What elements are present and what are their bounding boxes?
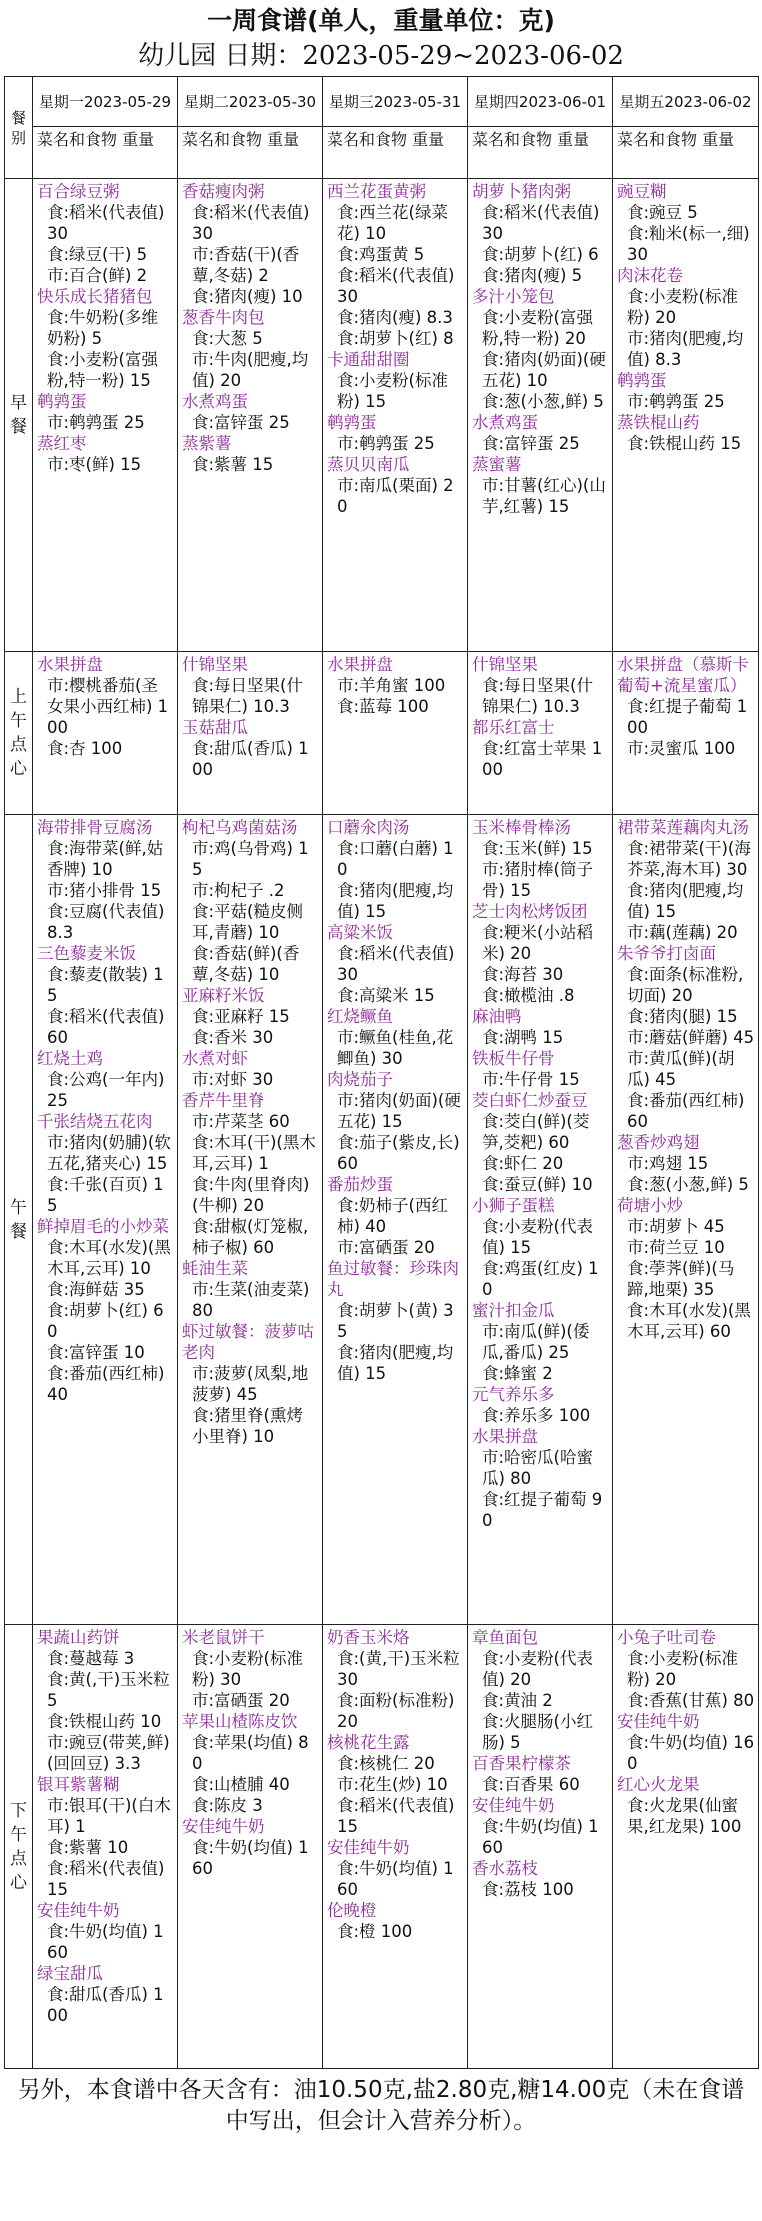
food-item: 食:蔓越莓 3 bbox=[47, 1649, 135, 1668]
dish-name: 水果拼盘（慕斯卡葡萄+流星蜜瓜） bbox=[617, 655, 749, 695]
dish-name: 安佳纯牛奶 bbox=[617, 1712, 700, 1731]
food-item: 市:猪肉(奶脯)(软五花,猪夹心) 15 bbox=[47, 1133, 171, 1173]
food-item: 食:稻米(代表值) 30 bbox=[337, 944, 455, 984]
dish-name: 香水荔枝 bbox=[472, 1859, 538, 1878]
food-item: 食:胡萝卜(黄) 35 bbox=[337, 1301, 454, 1341]
dish-name: 红烧土鸡 bbox=[37, 1049, 103, 1068]
food-item: 食:玉米(鲜) 15 bbox=[482, 839, 593, 858]
dish-name: 香菇瘦肉粥 bbox=[182, 182, 265, 201]
dish-name: 红心火龙果 bbox=[617, 1775, 700, 1794]
food-item: 食:葱(小葱,鲜) 5 bbox=[627, 1175, 749, 1194]
meal-row-lunch bbox=[5, 815, 759, 1625]
day-meal-cell bbox=[468, 652, 613, 815]
food-item: 市:鹌鹑蛋 25 bbox=[627, 392, 725, 411]
food-item: 市:鸡翅 15 bbox=[627, 1154, 709, 1173]
day-meal-cell bbox=[613, 179, 759, 652]
food-item: 食:胡萝卜(红) 6 bbox=[482, 245, 599, 264]
food-item: 食:海苔 30 bbox=[482, 965, 564, 984]
food-item: 食:小麦粉(标准粉) 20 bbox=[627, 1649, 738, 1689]
dish-name: 核桃花生露 bbox=[327, 1733, 410, 1752]
food-item: 食:铁棍山药 15 bbox=[627, 434, 742, 453]
food-item: 市:荷兰豆 10 bbox=[627, 1238, 725, 1257]
food-item: 食:猪肉(肥瘦,均值) 15 bbox=[337, 1343, 454, 1383]
dish-name: 鹌鹑蛋 bbox=[617, 371, 667, 390]
dish-name: 鹌鹑蛋 bbox=[37, 392, 87, 411]
corner-cell bbox=[5, 77, 33, 179]
food-item: 市:生菜(油麦菜) 80 bbox=[192, 1280, 310, 1320]
dish-name: 葱香炒鸡翅 bbox=[617, 1133, 700, 1152]
food-item: 食:每日坚果(什锦果仁) 10.3 bbox=[482, 676, 593, 716]
dish-name: 奶香玉米烙 bbox=[327, 1628, 410, 1647]
food-item: 食:香蕉(甘蕉) 80 bbox=[627, 1691, 755, 1710]
food-item: 市:鸡(乌骨鸡) 15 bbox=[192, 839, 309, 879]
day-meal-cell bbox=[468, 1625, 613, 2069]
food-item: 食:高粱米 15 bbox=[337, 986, 435, 1005]
dish-name: 蒸铁棍山药 bbox=[617, 413, 700, 432]
dish-name: 口蘑氽肉汤 bbox=[327, 818, 410, 837]
weekly-menu-table bbox=[4, 76, 759, 2069]
meal-name-cell bbox=[5, 1625, 33, 2069]
meal-name-char: 早 bbox=[10, 393, 27, 413]
food-item: 市:哈密瓜(哈蜜瓜) 80 bbox=[482, 1448, 593, 1488]
food-item: 食:小麦粉(代表值) 20 bbox=[482, 1649, 593, 1689]
food-item: 市:胡萝卜 45 bbox=[627, 1217, 725, 1236]
food-item: 食:猪肉(瘦) 5 bbox=[482, 266, 583, 285]
day-meal-cell bbox=[33, 815, 178, 1625]
dish-name: 水果拼盘 bbox=[37, 655, 103, 674]
food-item: 食:橙 100 bbox=[337, 1922, 413, 1941]
corner-char: 别 bbox=[10, 128, 26, 147]
food-item: 市:羊角蜜 100 bbox=[337, 676, 446, 695]
dish-name: 西兰花蛋黄粥 bbox=[327, 182, 426, 201]
food-item: 食:百香果 60 bbox=[482, 1775, 580, 1794]
day-header-tue: 星期二2023-05-30 bbox=[178, 77, 323, 127]
food-item: 食:茄子(紫皮,长) 60 bbox=[337, 1133, 460, 1173]
food-item: 食:籼米(标一,细) 30 bbox=[627, 224, 750, 264]
dish-name: 快乐成长猪猪包 bbox=[37, 287, 153, 306]
food-item: 食:甜椒(灯笼椒,柿子椒) 60 bbox=[192, 1217, 309, 1257]
food-item: 食:粳米(小站稻米) 20 bbox=[482, 923, 593, 963]
dish-name: 蒸蜜薯 bbox=[472, 455, 522, 474]
food-item: 食:牛奶(均值) 160 bbox=[47, 1922, 164, 1962]
meal-name-char: 心 bbox=[10, 759, 27, 779]
food-item: 市:南瓜(鲜)(倭瓜,番瓜) 25 bbox=[482, 1322, 590, 1362]
dish-name: 海带排骨豆腐汤 bbox=[37, 818, 153, 837]
food-item: 食:黄(,干)玉米粒 5 bbox=[47, 1670, 170, 1710]
column-label-row bbox=[5, 127, 759, 179]
food-item: 市:鹌鹑蛋 25 bbox=[337, 434, 435, 453]
food-item: 市:富硒蛋 20 bbox=[337, 1238, 435, 1257]
dish-name: 百香果柠檬茶 bbox=[472, 1754, 571, 1773]
food-item: 市:豌豆(带荚,鲜)(回回豆) 3.3 bbox=[47, 1733, 170, 1773]
food-item: 市:对虾 30 bbox=[192, 1070, 274, 1089]
dish-name: 米老鼠饼干 bbox=[182, 1628, 265, 1647]
meal-name-char: 餐 bbox=[10, 417, 27, 437]
food-item: 市:富硒蛋 20 bbox=[192, 1691, 290, 1710]
day-header-fri: 星期五2023-06-02 bbox=[613, 77, 759, 127]
food-item: 食:稻米(代表值) 15 bbox=[337, 1796, 455, 1836]
meal-name-char: 点 bbox=[10, 1848, 27, 1869]
food-item: 食:红富士苹果 100 bbox=[482, 739, 603, 779]
food-item: 食:杏 100 bbox=[47, 739, 123, 758]
day-header-mon: 星期一2023-05-29 bbox=[33, 77, 178, 127]
food-item: 食:虾仁 20 bbox=[482, 1154, 564, 1173]
food-item: 市:牛肉(肥瘦,均值) 20 bbox=[192, 350, 309, 390]
day-meal-cell bbox=[468, 815, 613, 1625]
dish-name: 三色藜麦米饭 bbox=[37, 944, 136, 963]
food-item: 食:红提子葡萄 90 bbox=[482, 1490, 603, 1530]
food-item: 食:红提子葡萄 100 bbox=[627, 697, 748, 737]
meal-name-char: 午 bbox=[10, 711, 27, 731]
dish-name: 水煮鸡蛋 bbox=[182, 392, 248, 411]
dish-name: 安佳纯牛奶 bbox=[327, 1838, 410, 1857]
food-item: 食:香米 30 bbox=[192, 1028, 274, 1047]
dish-name: 都乐红富士 bbox=[472, 718, 555, 737]
dish-name: 绿宝甜瓜 bbox=[37, 1964, 103, 1983]
food-item: 食:稻米(代表值) 60 bbox=[47, 1007, 165, 1047]
food-item: 食:平菇(糙皮侧耳,青蘑) 10 bbox=[192, 902, 303, 942]
food-item: 市:芹菜茎 60 bbox=[192, 1112, 290, 1131]
dish-name: 水果拼盘 bbox=[472, 1427, 538, 1446]
food-item: 食:猪肉(肥瘦,均值) 15 bbox=[627, 881, 744, 921]
dish-name: 枸杞乌鸡菌菇汤 bbox=[182, 818, 298, 837]
dish-name: 蒸红枣 bbox=[37, 434, 87, 453]
dish-name: 肉烧茄子 bbox=[327, 1070, 393, 1089]
dish-name: 鹌鹑蛋 bbox=[327, 413, 377, 432]
dish-name: 果蔬山药饼 bbox=[37, 1628, 120, 1647]
dish-name: 元气养乐多 bbox=[472, 1385, 555, 1404]
food-item: 食:稻米(代表值) 30 bbox=[47, 203, 165, 243]
food-item: 市:猪肘棒(筒子骨) 15 bbox=[482, 860, 593, 900]
dish-name: 安佳纯牛奶 bbox=[37, 1901, 120, 1920]
food-item: 食:(黄,干)玉米粒 30 bbox=[337, 1649, 460, 1689]
food-item: 食:胡萝卜(红) 8 bbox=[337, 329, 454, 348]
food-item: 市:猪小排骨 15 bbox=[47, 881, 162, 900]
food-item: 食:小麦粉(代表值) 15 bbox=[482, 1217, 593, 1257]
dish-name: 小狮子蛋糕 bbox=[472, 1196, 555, 1215]
food-item: 食:香菇(鲜)(香蕈,冬菇) 10 bbox=[192, 944, 300, 984]
food-item: 市:黄瓜(鲜)(胡瓜) 45 bbox=[627, 1049, 735, 1089]
day-header-thu: 星期四2023-06-01 bbox=[468, 77, 613, 127]
meal-name-cell bbox=[5, 815, 33, 1625]
food-item: 市:藕(莲藕) 20 bbox=[627, 923, 738, 942]
food-item: 市:菠萝(凤梨,地菠萝) 45 bbox=[192, 1364, 309, 1404]
corner-char: 餐 bbox=[10, 108, 26, 127]
food-item: 食:甜瓜(香瓜) 100 bbox=[192, 739, 309, 779]
food-item: 食:海带菜(鲜,姑香牌) 10 bbox=[47, 839, 164, 879]
food-item: 食:木耳(干)(黑木耳,云耳) 1 bbox=[192, 1133, 316, 1173]
food-item: 食:黄油 2 bbox=[482, 1691, 553, 1710]
dish-name: 安佳纯牛奶 bbox=[182, 1817, 265, 1836]
food-item: 市:枣(鲜) 15 bbox=[47, 455, 142, 474]
day-meal-cell bbox=[33, 179, 178, 652]
food-item: 市:花生(炒) 10 bbox=[337, 1775, 448, 1794]
food-item: 食:面粉(标准粉) 20 bbox=[337, 1691, 455, 1731]
meal-row-morning-snack bbox=[5, 652, 759, 815]
dish-name: 豌豆糊 bbox=[617, 182, 667, 201]
food-item: 食:每日坚果(什锦果仁) 10.3 bbox=[192, 676, 303, 716]
day-meal-cell bbox=[178, 652, 323, 815]
footer-note: 另外，本食谱中各天含有：油10.50克,盐2.80克,糖14.00克（未在食谱中写出，但会计入营养分析）。 bbox=[17, 2077, 745, 2134]
food-item: 食:甜瓜(香瓜) 100 bbox=[47, 1985, 164, 2025]
meal-name-char: 上 bbox=[10, 687, 27, 707]
day-header-wed: 星期三2023-05-31 bbox=[323, 77, 468, 127]
dish-name: 卡通甜甜圈 bbox=[327, 350, 410, 369]
day-meal-cell bbox=[178, 815, 323, 1625]
food-item: 食:蚕豆(鲜) 10 bbox=[482, 1175, 593, 1194]
food-item: 食:绿豆(干) 5 bbox=[47, 245, 148, 264]
food-item: 食:苹果(均值) 80 bbox=[192, 1733, 309, 1773]
day-meal-cell bbox=[468, 179, 613, 652]
food-item: 食:陈皮 3 bbox=[192, 1796, 263, 1815]
food-item: 食:豌豆 5 bbox=[627, 203, 698, 222]
dish-name: 葱香牛肉包 bbox=[182, 308, 265, 327]
day-meal-cell bbox=[323, 179, 468, 652]
dish-name: 芝士肉松烤饭团 bbox=[472, 902, 588, 921]
food-item: 食:富锌蛋 25 bbox=[482, 434, 580, 453]
food-item: 市:牛仔骨 15 bbox=[482, 1070, 580, 1089]
food-item: 食:猪肉(腿) 15 bbox=[627, 1007, 738, 1026]
meal-row-afternoon-snack bbox=[5, 1625, 759, 2069]
day-meal-cell bbox=[323, 815, 468, 1625]
food-item: 市:樱桃番茄(圣女果小西红柿) 100 bbox=[47, 676, 169, 737]
food-item: 食:猪肉(瘦) 8.3 bbox=[337, 308, 453, 327]
food-item: 食:番茄(西红柿) 40 bbox=[47, 1364, 165, 1404]
food-item: 食:奶柿子(西红柿) 40 bbox=[337, 1196, 448, 1236]
day-meal-cell bbox=[178, 1625, 323, 2069]
food-item: 食:小麦粉(富强粉,特一粉) 20 bbox=[482, 308, 593, 348]
food-item: 食:葱(小葱,鲜) 5 bbox=[482, 392, 604, 411]
food-item: 市:枸杞子 .2 bbox=[192, 881, 285, 900]
food-item: 市:猪肉(肥瘦,均值) 8.3 bbox=[627, 329, 744, 369]
dish-name: 红烧鳜鱼 bbox=[327, 1007, 393, 1026]
food-item: 食:番茄(西红柿) 60 bbox=[627, 1091, 745, 1131]
food-item: 食:荔枝 100 bbox=[482, 1880, 574, 1899]
food-item: 食:牛奶(均值) 160 bbox=[627, 1733, 755, 1773]
food-item: 食:猪肉(肥瘦,均值) 15 bbox=[337, 881, 454, 921]
food-item: 食:山楂脯 40 bbox=[192, 1775, 290, 1794]
food-item: 食:豆腐(代表值) 8.3 bbox=[47, 902, 165, 942]
food-item: 食:火腿肠(小红肠) 5 bbox=[482, 1712, 593, 1752]
food-item: 市:猪肉(奶面)(硬五花) 15 bbox=[337, 1091, 461, 1131]
food-item: 市:鳜鱼(桂鱼,花鲫鱼) 30 bbox=[337, 1028, 454, 1068]
food-item: 市:蘑菇(鲜蘑) 45 bbox=[627, 1028, 755, 1047]
meal-name-cell bbox=[5, 179, 33, 652]
food-item: 食:木耳(水发)(黑木耳,云耳) 10 bbox=[47, 1238, 171, 1278]
food-item: 食:稻米(代表值) 30 bbox=[337, 266, 455, 306]
food-item: 食:鸡蛋黄 5 bbox=[337, 245, 425, 264]
food-item: 食:西兰花(绿菜花) 10 bbox=[337, 203, 448, 243]
day-meal-cell bbox=[323, 1625, 468, 2069]
dish-name: 亚麻籽米饭 bbox=[182, 986, 265, 1005]
dish-name: 高粱米饭 bbox=[327, 923, 393, 942]
dish-name: 百合绿豆粥 bbox=[37, 182, 120, 201]
dish-name: 蜜汁扣金瓜 bbox=[472, 1301, 555, 1320]
food-item: 食:胡萝卜(红) 60 bbox=[47, 1301, 164, 1341]
food-item: 食:橄榄油 .8 bbox=[482, 986, 575, 1005]
dish-name: 荷塘小炒 bbox=[617, 1196, 683, 1215]
food-item: 食:面条(标准粉,切面) 20 bbox=[627, 965, 744, 1005]
column-label: 菜名和食物 重量 bbox=[178, 127, 323, 179]
food-item: 食:海鲜菇 35 bbox=[47, 1280, 145, 1299]
dish-name: 胡萝卜猪肉粥 bbox=[472, 182, 571, 201]
page-title: 一周食谱(单人，重量单位：克) bbox=[207, 6, 555, 35]
food-item: 食:富锌蛋 25 bbox=[192, 413, 290, 432]
dish-name: 蒸贝贝南瓜 bbox=[327, 455, 410, 474]
day-meal-cell bbox=[613, 652, 759, 815]
dish-name: 鱼过敏餐：珍珠肉丸 bbox=[327, 1259, 459, 1299]
food-item: 食:紫薯 10 bbox=[47, 1838, 129, 1857]
food-item: 市:银耳(干)(白木耳) 1 bbox=[47, 1796, 171, 1836]
food-item: 食:牛奶(均值) 160 bbox=[482, 1817, 599, 1857]
food-item: 食:紫薯 15 bbox=[192, 455, 274, 474]
food-item: 市:灵蜜瓜 100 bbox=[627, 739, 736, 758]
food-item: 食:猪肉(瘦) 10 bbox=[192, 287, 303, 306]
page-subtitle: 幼儿园 日期：2023-05-29~2023-06-02 bbox=[138, 41, 624, 71]
food-item: 食:千张(百页) 15 bbox=[47, 1175, 164, 1215]
food-item: 食:小麦粉(富强粉,特一粉) 15 bbox=[47, 350, 158, 390]
food-item: 食:裙带菜(干)(海芥菜,海木耳) 30 bbox=[627, 839, 751, 879]
food-item: 食:荸荠(鲜)(马蹄,地栗) 35 bbox=[627, 1259, 735, 1299]
meal-row-breakfast bbox=[5, 179, 759, 652]
day-meal-cell bbox=[613, 815, 759, 1625]
dish-name: 香芹牛里脊 bbox=[182, 1091, 265, 1110]
food-item: 食:蓝莓 100 bbox=[337, 697, 429, 716]
dish-name: 蒸紫薯 bbox=[182, 434, 232, 453]
food-item: 食:铁棍山药 10 bbox=[47, 1712, 162, 1731]
food-item: 食:牛奶粉(多维奶粉) 5 bbox=[47, 308, 158, 348]
dish-name: 朱爷爷打卤面 bbox=[617, 944, 716, 963]
dish-name: 水煮对虾 bbox=[182, 1049, 248, 1068]
dish-name: 银耳紫薯糊 bbox=[37, 1775, 120, 1794]
food-item: 食:鸡蛋(红皮) 10 bbox=[482, 1259, 599, 1299]
dish-name: 小兔子吐司卷 bbox=[617, 1628, 716, 1647]
column-label: 菜名和食物 重量 bbox=[33, 127, 178, 179]
dish-name: 什锦坚果 bbox=[472, 655, 538, 674]
dish-name: 玉菇甜瓜 bbox=[182, 718, 248, 737]
day-meal-cell bbox=[613, 1625, 759, 2069]
food-item: 食:猪肉(奶面)(硬五花) 10 bbox=[482, 350, 606, 390]
food-item: 食:牛奶(均值) 160 bbox=[337, 1859, 454, 1899]
food-item: 食:稻米(代表值) 30 bbox=[192, 203, 310, 243]
food-item: 食:小麦粉(标准粉) 30 bbox=[192, 1649, 303, 1689]
food-item: 食:核桃仁 20 bbox=[337, 1754, 435, 1773]
column-label: 菜名和食物 重量 bbox=[468, 127, 613, 179]
column-label: 菜名和食物 重量 bbox=[323, 127, 468, 179]
dish-name: 虾过敏餐：菠萝咕老肉 bbox=[182, 1322, 314, 1362]
dish-name: 章鱼面包 bbox=[472, 1628, 538, 1647]
food-item: 食:木耳(水发)(黑木耳,云耳) 60 bbox=[627, 1301, 751, 1341]
food-item: 食:富锌蛋 10 bbox=[47, 1343, 145, 1362]
food-item: 食:口蘑(白蘑) 10 bbox=[337, 839, 454, 879]
dish-name: 蚝油生菜 bbox=[182, 1259, 248, 1278]
food-item: 食:大葱 5 bbox=[192, 329, 263, 348]
food-item: 食:牛奶(均值) 160 bbox=[192, 1838, 309, 1878]
dish-name: 水煮鸡蛋 bbox=[472, 413, 538, 432]
column-label: 菜名和食物 重量 bbox=[613, 127, 759, 179]
dish-name: 伦晚橙 bbox=[327, 1901, 377, 1920]
food-item: 市:香菇(干)(香蕈,冬菇) 2 bbox=[192, 245, 300, 285]
meal-name-char: 心 bbox=[10, 1872, 27, 1893]
day-meal-cell bbox=[178, 179, 323, 652]
food-item: 市:南瓜(栗面) 20 bbox=[337, 476, 454, 516]
dish-name: 铁板牛仔骨 bbox=[472, 1049, 555, 1068]
dish-name: 番茄炒蛋 bbox=[327, 1175, 393, 1194]
food-item: 食:稻米(代表值) 15 bbox=[47, 1859, 165, 1899]
meal-name-char: 餐 bbox=[10, 1221, 27, 1242]
dish-name: 什锦坚果 bbox=[182, 655, 248, 674]
dish-name: 安佳纯牛奶 bbox=[472, 1796, 555, 1815]
dish-name: 肉沫花卷 bbox=[617, 266, 683, 285]
food-item: 食:公鸡(一年内) 25 bbox=[47, 1070, 165, 1110]
dish-name: 茭白虾仁炒蚕豆 bbox=[472, 1091, 588, 1110]
food-item: 食:小麦粉(标准粉) 15 bbox=[337, 371, 448, 411]
food-item: 食:牛肉(里脊肉)(牛柳) 20 bbox=[192, 1175, 310, 1215]
dish-name: 水果拼盘 bbox=[327, 655, 393, 674]
day-meal-cell bbox=[33, 1625, 178, 2069]
food-item: 食:蜂蜜 2 bbox=[482, 1364, 553, 1383]
food-item: 食:小麦粉(标准粉) 20 bbox=[627, 287, 738, 327]
food-item: 食:猪里脊(熏烤小里脊) 10 bbox=[192, 1406, 303, 1446]
meal-name-char: 下 bbox=[10, 1800, 27, 1821]
dish-name: 鲜掉眉毛的小炒菜 bbox=[37, 1217, 169, 1236]
food-item: 市:百合(鲜) 2 bbox=[47, 266, 148, 285]
food-item: 食:火龙果(仙蜜果,红龙果) 100 bbox=[627, 1796, 742, 1836]
dish-name: 多汁小笼包 bbox=[472, 287, 555, 306]
dish-name: 麻油鸭 bbox=[472, 1007, 522, 1026]
dish-name: 千张结烧五花肉 bbox=[37, 1112, 153, 1131]
day-meal-cell bbox=[33, 652, 178, 815]
food-item: 食:养乐多 100 bbox=[482, 1406, 591, 1425]
food-item: 市:鹌鹑蛋 25 bbox=[47, 413, 145, 432]
food-item: 食:茭白(鲜)(茭笋,茭粑) 60 bbox=[482, 1112, 590, 1152]
meal-name-cell bbox=[5, 652, 33, 815]
meal-name-char: 午 bbox=[10, 1197, 27, 1218]
dish-name: 玉米棒骨棒汤 bbox=[472, 818, 571, 837]
food-item: 市:甘薯(红心)(山芋,红薯) 15 bbox=[482, 476, 606, 516]
day-header-row bbox=[5, 77, 759, 127]
meal-name-char: 点 bbox=[10, 735, 27, 755]
food-item: 食:藜麦(散装) 15 bbox=[47, 965, 164, 1005]
dish-name: 裙带菜莲藕肉丸汤 bbox=[617, 818, 749, 837]
food-item: 食:湖鸭 15 bbox=[482, 1028, 564, 1047]
day-meal-cell bbox=[323, 652, 468, 815]
food-item: 食:稻米(代表值) 30 bbox=[482, 203, 600, 243]
meal-name-char: 午 bbox=[10, 1824, 27, 1845]
dish-name: 苹果山楂陈皮饮 bbox=[182, 1712, 298, 1731]
food-item: 食:亚麻籽 15 bbox=[192, 1007, 290, 1026]
